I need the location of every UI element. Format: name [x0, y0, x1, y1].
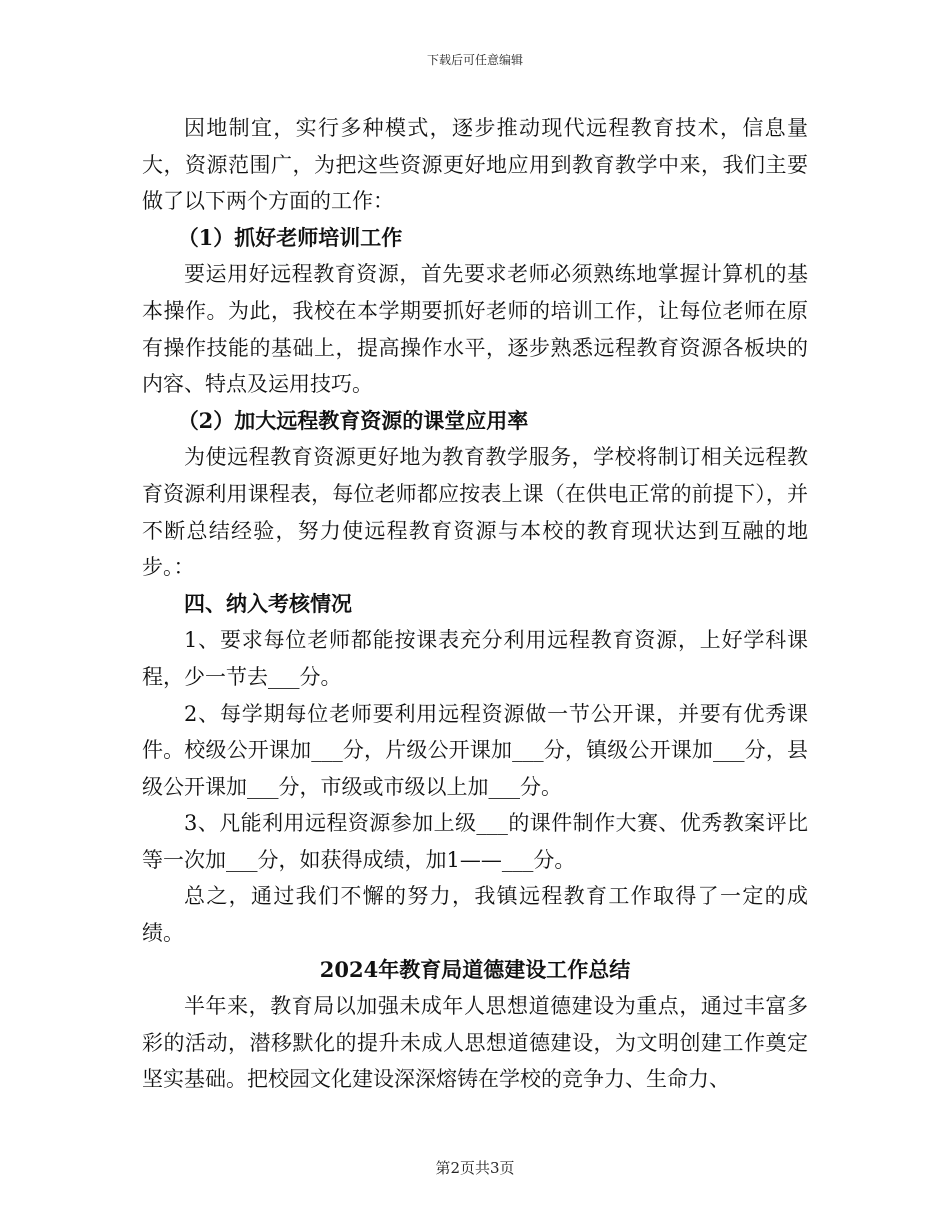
section-heading-teacher-training: （1）抓好老师培训工作 [177, 224, 403, 250]
paragraph-teacher-training: 要运用好远程教育资源，首先要求老师必须熟练地掌握计算机的基本操作。为此，我校在本学期要抓好老师的培训工作，让每位老师在原有操作技能的基础上，提高操作水平，逐步熟悉远程教育资源各板块的内容、特点及运用技巧。 [142, 262, 808, 397]
paragraph-assessment-1: 1、要求每位老师都能按课表充分利用远程教育资源，上好学科课程，少一节去___分。 [142, 628, 808, 689]
document-body [142, 110, 808, 1098]
page-header: 下载后可任意编辑 [426, 53, 523, 67]
page-footer: 第2页共3页 [435, 1159, 515, 1177]
section-heading-assessment: 四、纳入考核情况 [184, 590, 352, 616]
section-heading-classroom-usage: （2）加大远程教育资源的课堂应用率 [177, 407, 529, 433]
paragraph-conclusion: 总之，通过我们不懈的努力，我镇远程教育工作取得了一定的成绩。 [142, 884, 808, 946]
paragraph-intro: 因地制宜，实行多种模式，逐步推动现代远程教育技术，信息量大，资源范围广，为把这些资源更好地应用到教育教学中来，我们主要做了以下两个方面的工作： [142, 116, 808, 214]
document-title-2024-summary: 2024年教育局道德建设工作总结 [319, 956, 631, 982]
paragraph-summary-intro: 半年来，教育局以加强未成年人思想道德建设为重点，通过丰富多彩的活动，潜移默化的提升未成人思想道德建设，为文明创建工作奠定坚实基础。把校园文化建设深深熔铸在学校的竞争力、生命力、 [142, 994, 808, 1092]
paragraph-classroom-usage: 为使远程教育资源更好地为教育教学服务，学校将制订相关远程教育资源利用课程表，每位老师都应按表上课（在供电正常的前提下），并不断总结经验，努力使远程教育资源与本校的教育现状达到互融的地步。： [142, 445, 808, 580]
paragraph-assessment-3: 3、凡能利用远程资源参加上级___的课件制作大赛、优秀教案评比等一次加___分，如获得成绩，加1——___分。 [142, 811, 808, 872]
paragraph-assessment-2: 2、每学期每位老师要利用远程资源做一节公开课，并要有优秀课件。校级公开课加___分，片级公开课加___分，镇级公开课加___分，县级公开课加___分，市级或市级以上加___分。 [142, 701, 808, 799]
